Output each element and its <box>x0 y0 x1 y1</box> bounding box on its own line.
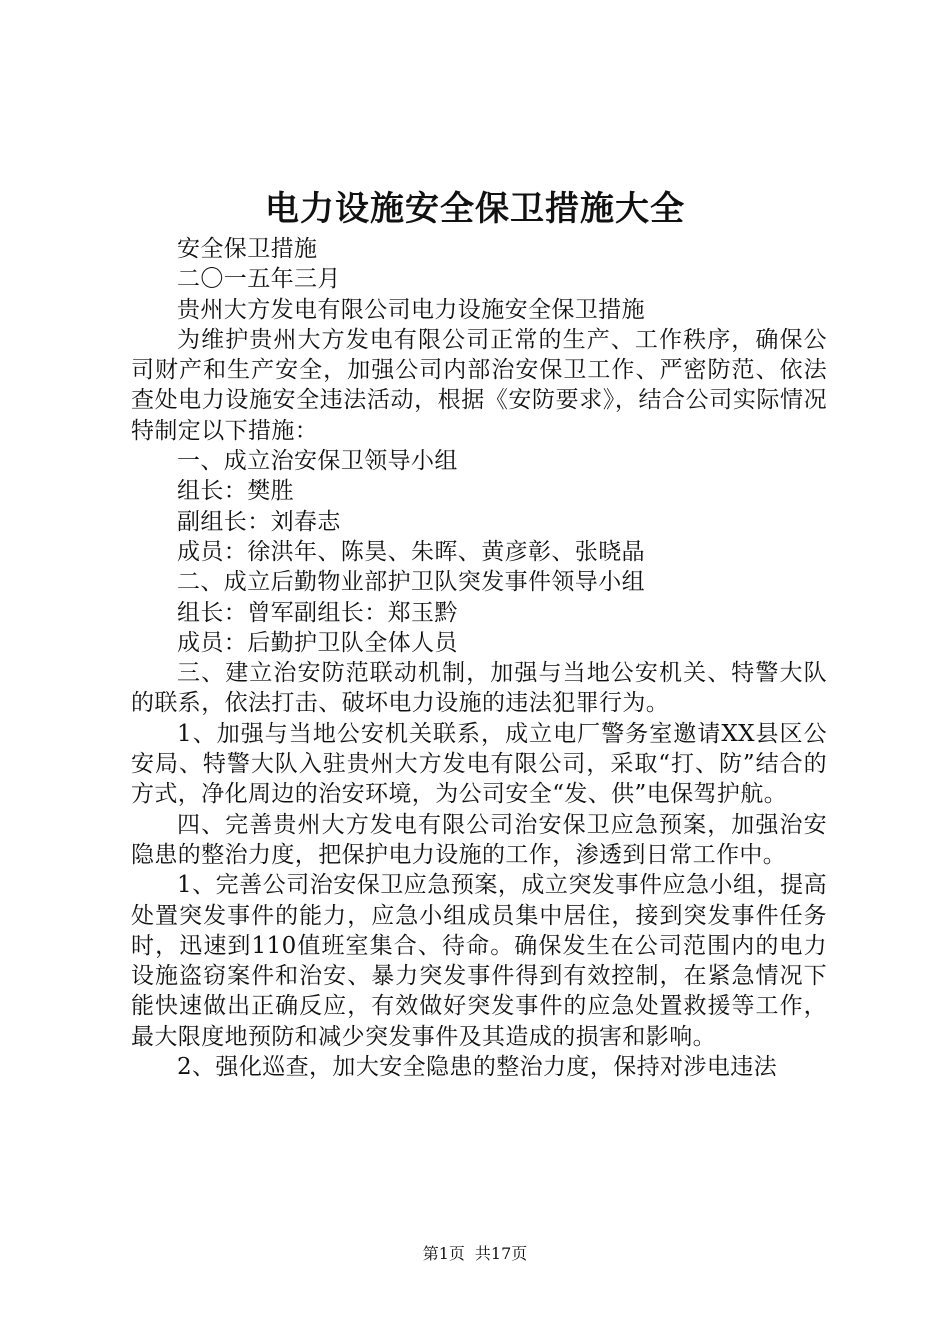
paragraph-intro: 为维护贵州大方发电有限公司正常的生产、工作秩序，确保公司财产和生产安全，加强公司内部治安保卫工作、严密防范、依法查处电力设施安全违法活动，根据《安防要求》，结合公司实际情况特制定以下措施： <box>131 326 827 444</box>
page-number: 第1页 <box>422 1244 465 1263</box>
section-heading-2: 二、成立后勤物业部护卫队突发事件领导小组 <box>177 569 645 596</box>
paragraph-members-2: 成员：后勤护卫队全体人员 <box>177 629 458 656</box>
paragraph-item-4-1: 1、完善公司治安保卫应急预案，成立突发事件应急小组，提高处置突发事件的能力，应急小组成员集中居住，接到突发事件任务时，迅速到110值班室集合、待命。确保发生在公司范围内的电力设施盗窃案件和治安、暴力突发事件得到有效控制，在紧急情况下能快速做出正确反应，有效做好突发事件的应急处置救援等工作，最大限度地预防和减少突发事件及其造成的损害和影响。 <box>131 872 827 1050</box>
paragraph-heading: 贵州大方发电有限公司电力设施安全保卫措施 <box>177 296 645 323</box>
paragraph-date: 二〇一五年三月 <box>177 266 341 293</box>
page-total: 共17页 <box>474 1244 528 1263</box>
paragraph-item-4-2: 2、强化巡查，加大安全隐患的整治力度，保持对涉电违法 <box>177 1054 778 1081</box>
document-title: 电力设施安全保卫措施大全 <box>265 189 685 229</box>
paragraph-leader-2: 组长：曾军副组长：郑玉黔 <box>177 599 458 626</box>
section-heading-4: 四、完善贵州大方发电有限公司治安保卫应急预案，加强治安隐患的整治力度，把保护电力设施的工作，渗透到日常工作中。 <box>131 811 827 868</box>
document-body <box>131 234 827 1082</box>
paragraph-members: 成员：徐洪年、陈昊、朱晖、黄彦彰、张晓晶 <box>177 538 645 565</box>
section-heading-1: 一、成立治安保卫领导小组 <box>177 448 458 475</box>
paragraph-subtitle: 安全保卫措施 <box>177 236 318 262</box>
paragraph-deputy-leader: 副组长：刘春志 <box>177 508 341 535</box>
paragraph-leader: 组长：樊胜 <box>177 478 294 505</box>
page-footer <box>0 1243 950 1265</box>
section-heading-3: 三、建立治安防范联动机制，加强与当地公安机关、特警大队的联系，依法打击、破坏电力设施的违法犯罪行为。 <box>131 660 827 717</box>
paragraph-item-3-1: 1、加强与当地公安机关联系，成立电厂警务室邀请XX县区公安局、特警大队入驻贵州大方发电有限公司，采取“打、防”结合的方式，净化周边的治安环境，为公司安全“发、供”电保驾护航。 <box>131 720 827 808</box>
